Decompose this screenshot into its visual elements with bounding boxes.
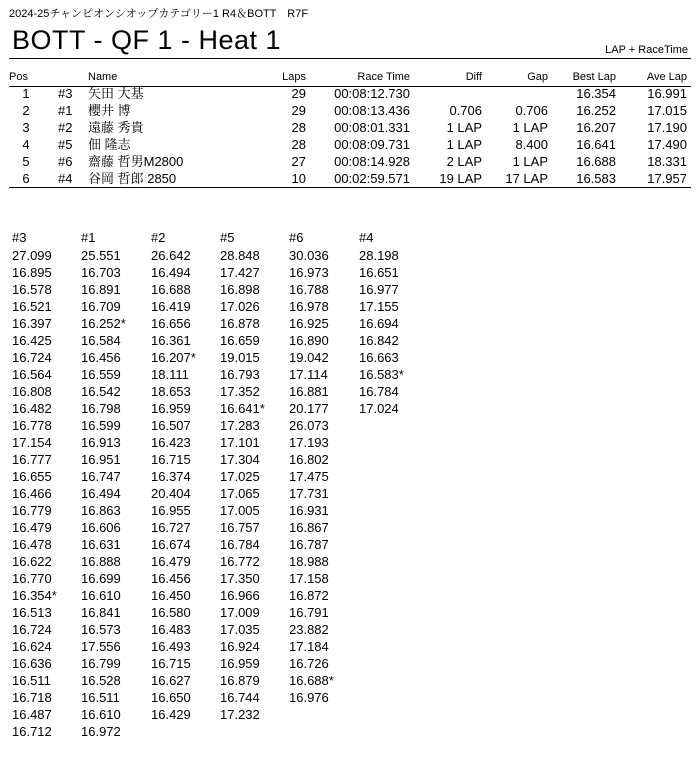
result-best-lap: 16.641 <box>576 137 616 152</box>
lap-time-cell: 16.361 <box>151 333 191 348</box>
lap-time-cell: 16.888 <box>81 554 121 569</box>
lap-time-cell: 16.425 <box>12 333 52 348</box>
lap-time-cell: 16.715 <box>151 452 191 467</box>
lap-time-cell: 16.354* <box>12 588 57 603</box>
result-car-number: #4 <box>58 171 73 186</box>
lap-time-cell: 16.895 <box>12 265 52 280</box>
lap-time-cell: 16.688 <box>151 282 191 297</box>
lap-time-cell: 16.951 <box>81 452 121 467</box>
lap-time-cell: 27.099 <box>12 248 52 263</box>
header-ave-lap: Ave Lap <box>646 71 687 83</box>
lap-time-cell: 16.610 <box>81 588 121 603</box>
lap-time-cell: 16.542 <box>81 384 121 399</box>
lap-time-cell: 16.791 <box>289 605 329 620</box>
lap-time-cell: 16.397 <box>12 316 52 331</box>
lap-time-cell: 16.881 <box>289 384 329 399</box>
lap-time-cell: 23.882 <box>289 622 329 637</box>
result-best-lap: 16.252 <box>576 103 616 118</box>
result-car-number: #3 <box>58 86 73 101</box>
lap-time-cell: 16.959 <box>151 401 191 416</box>
lap-time-cell: 16.564 <box>12 367 52 382</box>
lap-time-cell: 17.304 <box>220 452 260 467</box>
lap-time-cell: 16.779 <box>12 503 52 518</box>
lap-time-cell: 16.757 <box>220 520 260 535</box>
result-row <box>0 120 700 136</box>
result-row <box>0 154 700 170</box>
result-race-time: 00:08:13.436 <box>334 103 410 118</box>
lap-time-cell: 28.848 <box>220 248 260 263</box>
lap-time-cell: 16.772 <box>220 554 260 569</box>
lap-time-cell: 16.482 <box>12 401 52 416</box>
result-race-time: 00:08:12.730 <box>334 86 410 101</box>
lap-time-cell: 17.475 <box>289 469 329 484</box>
lap-time-cell: 16.419 <box>151 299 191 314</box>
result-diff: 19 LAP <box>439 171 482 186</box>
lap-time-cell: 17.427 <box>220 265 260 280</box>
lap-time-cell: 16.494 <box>151 265 191 280</box>
lap-time-cell: 17.155 <box>359 299 399 314</box>
lap-time-cell: 17.005 <box>220 503 260 518</box>
lap-time-cell: 17.009 <box>220 605 260 620</box>
lap-time-cell: 17.283 <box>220 418 260 433</box>
lap-time-cell: 17.350 <box>220 571 260 586</box>
lap-time-cell: 16.699 <box>81 571 121 586</box>
lap-time-cell: 16.842 <box>359 333 399 348</box>
lap-time-cell: 16.726 <box>289 656 329 671</box>
result-pos: 3 <box>22 120 30 135</box>
result-pos: 2 <box>22 103 30 118</box>
lap-time-cell: 16.808 <box>12 384 52 399</box>
lap-time-cell: 16.631 <box>81 537 121 552</box>
lap-time-cell: 16.978 <box>289 299 329 314</box>
result-driver-name: 櫻井 博 <box>88 103 131 118</box>
lap-time-cell: 16.976 <box>289 690 329 705</box>
lap-time-cell: 17.184 <box>289 639 329 654</box>
lap-time-cell: 16.494 <box>81 486 121 501</box>
lap-time-cell: 16.573 <box>81 622 121 637</box>
lap-time-cell: 16.688* <box>289 673 334 688</box>
lap-time-cell: 16.890 <box>289 333 329 348</box>
result-pos: 6 <box>22 171 30 186</box>
result-gap: 8.400 <box>515 137 548 152</box>
result-laps: 28 <box>291 137 306 152</box>
result-laps: 29 <box>291 86 306 101</box>
lap-column-header: #3 <box>12 230 27 245</box>
result-ave-lap: 18.331 <box>647 154 687 169</box>
lap-time-cell: 17.065 <box>220 486 260 501</box>
lap-time-cell: 16.674 <box>151 537 191 552</box>
lap-column-car-3 <box>12 229 57 740</box>
lap-time-cell: 16.636 <box>12 656 52 671</box>
lap-time-cell: 17.352 <box>220 384 260 399</box>
lap-time-cell: 16.925 <box>289 316 329 331</box>
lap-time-cell: 16.207* <box>151 350 196 365</box>
lap-time-cell: 20.404 <box>151 486 191 501</box>
lap-time-cell: 16.656 <box>151 316 191 331</box>
lap-time-cell: 16.712 <box>12 724 52 739</box>
lap-column-header: #5 <box>220 230 235 245</box>
lap-time-cell: 16.913 <box>81 435 121 450</box>
lap-time-cell: 16.655 <box>12 469 52 484</box>
lap-time-cell: 16.724 <box>12 350 52 365</box>
lap-time-cell: 16.977 <box>359 282 399 297</box>
report-type-label: LAP + RaceTime <box>605 44 688 56</box>
result-diff: 1 LAP <box>446 137 482 152</box>
header-race-time: Race Time <box>357 71 410 83</box>
lap-time-cell: 16.777 <box>12 452 52 467</box>
result-car-number: #5 <box>58 137 73 152</box>
result-pos: 5 <box>22 154 30 169</box>
lap-time-cell: 17.025 <box>220 469 260 484</box>
lap-time-cell: 16.493 <box>151 639 191 654</box>
lap-time-cell: 18.653 <box>151 384 191 399</box>
lap-time-cell: 16.924 <box>220 639 260 654</box>
lap-time-cell: 16.466 <box>12 486 52 501</box>
result-best-lap: 16.207 <box>576 120 616 135</box>
lap-time-cell: 17.114 <box>289 367 328 382</box>
result-car-number: #1 <box>58 103 73 118</box>
result-laps: 29 <box>291 103 306 118</box>
lap-time-cell: 16.778 <box>12 418 52 433</box>
lap-time-cell: 16.867 <box>289 520 329 535</box>
lap-time-cell: 16.624 <box>12 639 52 654</box>
lap-time-cell: 16.879 <box>220 673 260 688</box>
lap-time-cell: 16.374 <box>151 469 191 484</box>
header-best-lap: Best Lap <box>572 71 616 83</box>
lap-time-cell: 16.456 <box>81 350 121 365</box>
lap-column-car-5 <box>220 229 265 723</box>
result-race-time: 00:08:01.331 <box>334 120 410 135</box>
result-ave-lap: 17.957 <box>647 171 687 186</box>
lap-time-cell: 16.793 <box>220 367 260 382</box>
result-row <box>0 103 700 119</box>
result-driver-name: 佃 隆志 <box>88 137 131 152</box>
result-ave-lap: 17.490 <box>647 137 687 152</box>
lap-time-cell: 17.556 <box>81 639 121 654</box>
result-laps: 10 <box>291 171 306 186</box>
lap-column-header: #2 <box>151 230 166 245</box>
lap-time-cell: 16.479 <box>12 520 52 535</box>
lap-time-cell: 17.232 <box>220 707 260 722</box>
lap-time-cell: 16.715 <box>151 656 191 671</box>
lap-time-cell: 26.073 <box>289 418 329 433</box>
lap-time-cell: 30.036 <box>289 248 329 263</box>
result-driver-name: 矢田 大基 <box>88 86 144 101</box>
header-pos: Pos <box>9 71 28 83</box>
result-pos: 4 <box>22 137 30 152</box>
lap-time-cell: 16.429 <box>151 707 191 722</box>
lap-column-header: #4 <box>359 230 374 245</box>
lap-time-cell: 16.694 <box>359 316 399 331</box>
result-gap: 17 LAP <box>505 171 548 186</box>
result-laps: 27 <box>291 154 306 169</box>
lap-column-car-4 <box>359 229 404 417</box>
lap-time-cell: 16.478 <box>12 537 52 552</box>
lap-time-cell: 17.101 <box>220 435 260 450</box>
event-subtitle: 2024-25チャンピオンシオップカテゴリー1 R4＆BOTT R7F <box>9 8 309 20</box>
lap-time-cell: 16.663 <box>359 350 399 365</box>
lap-time-cell: 17.154 <box>12 435 52 450</box>
result-gap: 1 LAP <box>512 154 548 169</box>
lap-time-cell: 16.966 <box>220 588 260 603</box>
header-laps: Laps <box>282 71 306 83</box>
lap-time-cell: 16.559 <box>81 367 121 382</box>
lap-time-cell: 18.988 <box>289 554 329 569</box>
result-best-lap: 16.354 <box>576 86 616 101</box>
result-diff: 1 LAP <box>446 120 482 135</box>
result-pos: 1 <box>22 86 30 101</box>
result-gap: 1 LAP <box>512 120 548 135</box>
lap-time-cell: 17.024 <box>359 401 399 416</box>
lap-time-cell: 20.177 <box>289 401 329 416</box>
lap-time-cell: 16.863 <box>81 503 121 518</box>
result-ave-lap: 17.190 <box>647 120 687 135</box>
result-driver-name: 谷岡 哲郎 2850 <box>88 171 177 186</box>
lap-time-cell: 16.423 <box>151 435 191 450</box>
lap-column-header: #1 <box>81 230 96 245</box>
lap-time-cell: 17.026 <box>220 299 260 314</box>
lap-time-cell: 16.878 <box>220 316 260 331</box>
result-driver-name: 遠藤 秀貴 <box>88 120 144 135</box>
lap-time-cell: 16.659 <box>220 333 260 348</box>
lap-time-cell: 19.015 <box>220 350 260 365</box>
result-row <box>0 86 700 102</box>
lap-time-cell: 26.642 <box>151 248 191 263</box>
lap-time-cell: 16.507 <box>151 418 191 433</box>
lap-time-cell: 19.042 <box>289 350 329 365</box>
results-bottom-divider <box>9 187 691 188</box>
lap-time-cell: 17.035 <box>220 622 260 637</box>
lap-time-cell: 17.731 <box>289 486 329 501</box>
lap-time-cell: 16.606 <box>81 520 121 535</box>
lap-time-cell: 16.651 <box>359 265 399 280</box>
lap-time-cell: 16.610 <box>81 707 121 722</box>
result-driver-name: 齋藤 哲男M2800 <box>88 154 184 169</box>
result-race-time: 00:08:09.731 <box>334 137 410 152</box>
lap-time-cell: 16.578 <box>12 282 52 297</box>
lap-time-cell: 17.193 <box>289 435 329 450</box>
lap-time-cell: 16.724 <box>12 622 52 637</box>
header-gap: Gap <box>527 71 548 83</box>
lap-time-cell: 16.931 <box>289 503 329 518</box>
lap-time-cell: 28.198 <box>359 248 399 263</box>
lap-time-cell: 16.252* <box>81 316 126 331</box>
lap-time-cell: 16.872 <box>289 588 329 603</box>
title-divider <box>9 58 691 59</box>
lap-time-cell: 16.709 <box>81 299 121 314</box>
lap-time-cell: 16.898 <box>220 282 260 297</box>
lap-time-cell: 16.521 <box>12 299 52 314</box>
lap-time-cell: 16.528 <box>81 673 121 688</box>
lap-time-cell: 16.580 <box>151 605 191 620</box>
lap-time-cell: 16.747 <box>81 469 121 484</box>
lap-time-cell: 18.111 <box>151 367 189 382</box>
lap-time-cell: 16.583* <box>359 367 404 382</box>
lap-time-cell: 16.798 <box>81 401 121 416</box>
lap-time-cell: 16.487 <box>12 707 52 722</box>
result-diff: 0.706 <box>449 103 482 118</box>
result-car-number: #2 <box>58 120 73 135</box>
lap-time-cell: 16.784 <box>220 537 260 552</box>
lap-time-cell: 16.972 <box>81 724 121 739</box>
lap-column-header: #6 <box>289 230 304 245</box>
lap-time-cell: 16.784 <box>359 384 399 399</box>
lap-time-cell: 16.627 <box>151 673 191 688</box>
result-laps: 28 <box>291 120 306 135</box>
results-header-row <box>0 70 700 84</box>
lap-time-cell: 16.787 <box>289 537 329 552</box>
lap-time-cell: 16.511 <box>81 690 120 705</box>
lap-time-cell: 16.599 <box>81 418 121 433</box>
result-row <box>0 137 700 153</box>
lap-time-cell: 16.973 <box>289 265 329 280</box>
lap-time-cell: 16.891 <box>81 282 121 297</box>
lap-time-cell: 16.744 <box>220 690 260 705</box>
header-name: Name <box>88 71 118 83</box>
lap-time-cell: 16.718 <box>12 690 52 705</box>
result-diff: 2 LAP <box>446 154 482 169</box>
lap-time-cell: 16.955 <box>151 503 191 518</box>
result-row <box>0 171 700 187</box>
lap-time-cell: 16.727 <box>151 520 191 535</box>
lap-column-car-2 <box>151 229 196 723</box>
lap-time-cell: 16.622 <box>12 554 52 569</box>
lap-time-cell: 16.456 <box>151 571 191 586</box>
lap-column-car-6 <box>289 229 334 706</box>
lap-time-cell: 16.959 <box>220 656 260 671</box>
lap-time-cell: 16.450 <box>151 588 191 603</box>
lap-time-cell: 25.551 <box>81 248 121 263</box>
result-ave-lap: 16.991 <box>647 86 687 101</box>
result-car-number: #6 <box>58 154 73 169</box>
lap-time-cell: 16.703 <box>81 265 121 280</box>
lap-time-cell: 16.802 <box>289 452 329 467</box>
result-best-lap: 16.688 <box>576 154 616 169</box>
result-best-lap: 16.583 <box>576 171 616 186</box>
lap-time-cell: 16.650 <box>151 690 191 705</box>
lap-time-cell: 16.841 <box>81 605 121 620</box>
lap-time-cell: 16.799 <box>81 656 121 671</box>
lap-time-cell: 16.511 <box>12 673 51 688</box>
lap-column-car-1 <box>81 229 126 740</box>
lap-time-cell: 16.788 <box>289 282 329 297</box>
lap-time-cell: 16.641* <box>220 401 265 416</box>
lap-time-cell: 16.483 <box>151 622 191 637</box>
lap-time-cell: 16.770 <box>12 571 52 586</box>
lap-time-cell: 16.479 <box>151 554 191 569</box>
page-title: BOTT - QF 1 - Heat 1 <box>12 25 282 55</box>
lap-time-cell: 16.513 <box>12 605 52 620</box>
result-race-time: 00:02:59.571 <box>334 171 410 186</box>
result-race-time: 00:08:14.928 <box>334 154 410 169</box>
lap-time-cell: 17.158 <box>289 571 329 586</box>
result-ave-lap: 17.015 <box>647 103 687 118</box>
lap-time-cell: 16.584 <box>81 333 121 348</box>
header-diff: Diff <box>465 71 482 83</box>
result-gap: 0.706 <box>515 103 548 118</box>
